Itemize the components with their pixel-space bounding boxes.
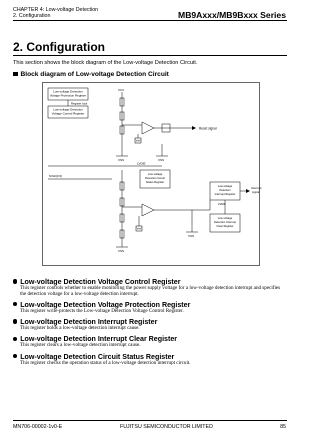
- control-register-label-2: Voltage Control Register: [51, 111, 85, 116]
- header-rule: [13, 20, 287, 21]
- status-register-label-3: Status Register: [145, 181, 165, 184]
- vss-3-label: VSS: [188, 234, 195, 238]
- lvdif-label: LVDIF: [218, 202, 226, 206]
- list-item: [20, 353, 286, 367]
- svhi-label: SVHI[3:0]: [49, 174, 62, 178]
- company-name: FUJITSU SEMICONDUCTOR LIMITED: [120, 424, 213, 430]
- clear-register-label-2: Detection Interrupt: [213, 221, 237, 224]
- bullet-icon: [13, 279, 17, 283]
- item-description: This register holds a low-voltage detection interrupt cause.: [20, 325, 140, 332]
- protection-register-label-2: Voltage Protection Register: [49, 93, 87, 98]
- square-bullet-icon: [13, 72, 18, 77]
- title-rule: [13, 55, 287, 56]
- intro-text: This section shows the block diagram of the Low-voltage Detection Circuit.: [13, 60, 198, 66]
- item-title: Low-voltage Detection Voltage Protection Register: [20, 300, 191, 309]
- bullet-icon: [13, 302, 17, 306]
- block-diagram-heading: [13, 71, 169, 78]
- vref-2-label: Vref: [136, 227, 142, 231]
- page-title: 2. Configuration: [13, 40, 105, 54]
- item-title: Low-voltage Detection Circuit Status Register: [20, 352, 175, 361]
- status-register-label-2: Detection Circuit: [145, 177, 165, 180]
- comparator-1: [142, 122, 154, 134]
- section-label: 2. Configuration: [13, 13, 51, 20]
- register-lock-label: Register lock: [71, 101, 88, 106]
- running-header: [13, 7, 98, 20]
- protection-register-label-1: Low-voltage Detection: [53, 89, 83, 94]
- item-title: Low-voltage Detection Interrupt Register: [20, 318, 158, 327]
- footer-rule: [13, 420, 287, 421]
- item-description: This register clears a low-voltage detection interrupt cause.: [20, 342, 141, 349]
- reset-signal-label: Reset signal: [199, 126, 217, 131]
- bullet-icon: [13, 319, 17, 323]
- item-description: This register write-protects the Low-voltage Detection Voltage Control Register.: [20, 307, 184, 314]
- item-description: This register controls whether to enable monitoring the power supply voltage for a low-voltage detection interrupt and specifies the detection voltage for a low-voltage detection interrupt.: [20, 285, 281, 297]
- block-diagram: [42, 82, 260, 266]
- vss-4-label: VSS: [118, 249, 125, 253]
- interrupt-register-label-1: Low-voltage: [217, 185, 233, 188]
- item-description: This register checks the operation status of a low-voltage detection interrupt circuit.: [20, 359, 191, 366]
- block-diagram-heading-text: Block diagram of Low-voltage Detection Circuit: [20, 71, 169, 78]
- interrupt-register-label-3: Interrupt Register: [214, 193, 236, 196]
- item-title: Low-voltage Detection Voltage Control Register: [20, 278, 181, 286]
- bullet-icon: [13, 337, 17, 341]
- item-title: Low-voltage Detection Interrupt Clear Register: [20, 335, 178, 344]
- list-item: [20, 278, 286, 298]
- control-register-label-1: Low-voltage Detection: [53, 107, 83, 112]
- vss-2-label: VSS: [158, 158, 165, 162]
- register-list: [20, 278, 286, 370]
- vcc-label: VCC: [118, 88, 125, 92]
- list-item: [20, 335, 286, 349]
- clear-register-label-3: Clear Register: [216, 225, 234, 228]
- interrupt-register-label-2: Detection: [219, 189, 231, 192]
- series-name: MB9Axxx/MB9Bxxx Series: [178, 10, 286, 20]
- document-id: MN706-00002-1v0-E: [13, 424, 63, 430]
- comparator-2: [142, 204, 154, 216]
- clear-register-label-1: Low-voltage: [217, 217, 233, 220]
- vref-1-label: Vref: [135, 139, 141, 143]
- list-item: [20, 318, 286, 332]
- status-register-label-1: Low-voltage: [147, 173, 163, 176]
- page-number: 85: [280, 424, 286, 430]
- lvdie-label: LVDIE: [137, 161, 146, 166]
- bullet-icon: [13, 354, 17, 358]
- interrupt-signal-label-2: signal: [252, 190, 260, 194]
- list-item: [20, 301, 286, 315]
- chapter-label: CHAPTER 4: Low-voltage Detection: [13, 7, 99, 13]
- vss-1-label: VSS: [118, 158, 125, 162]
- interrupt-signal-label-1: Interrupt: [251, 186, 262, 190]
